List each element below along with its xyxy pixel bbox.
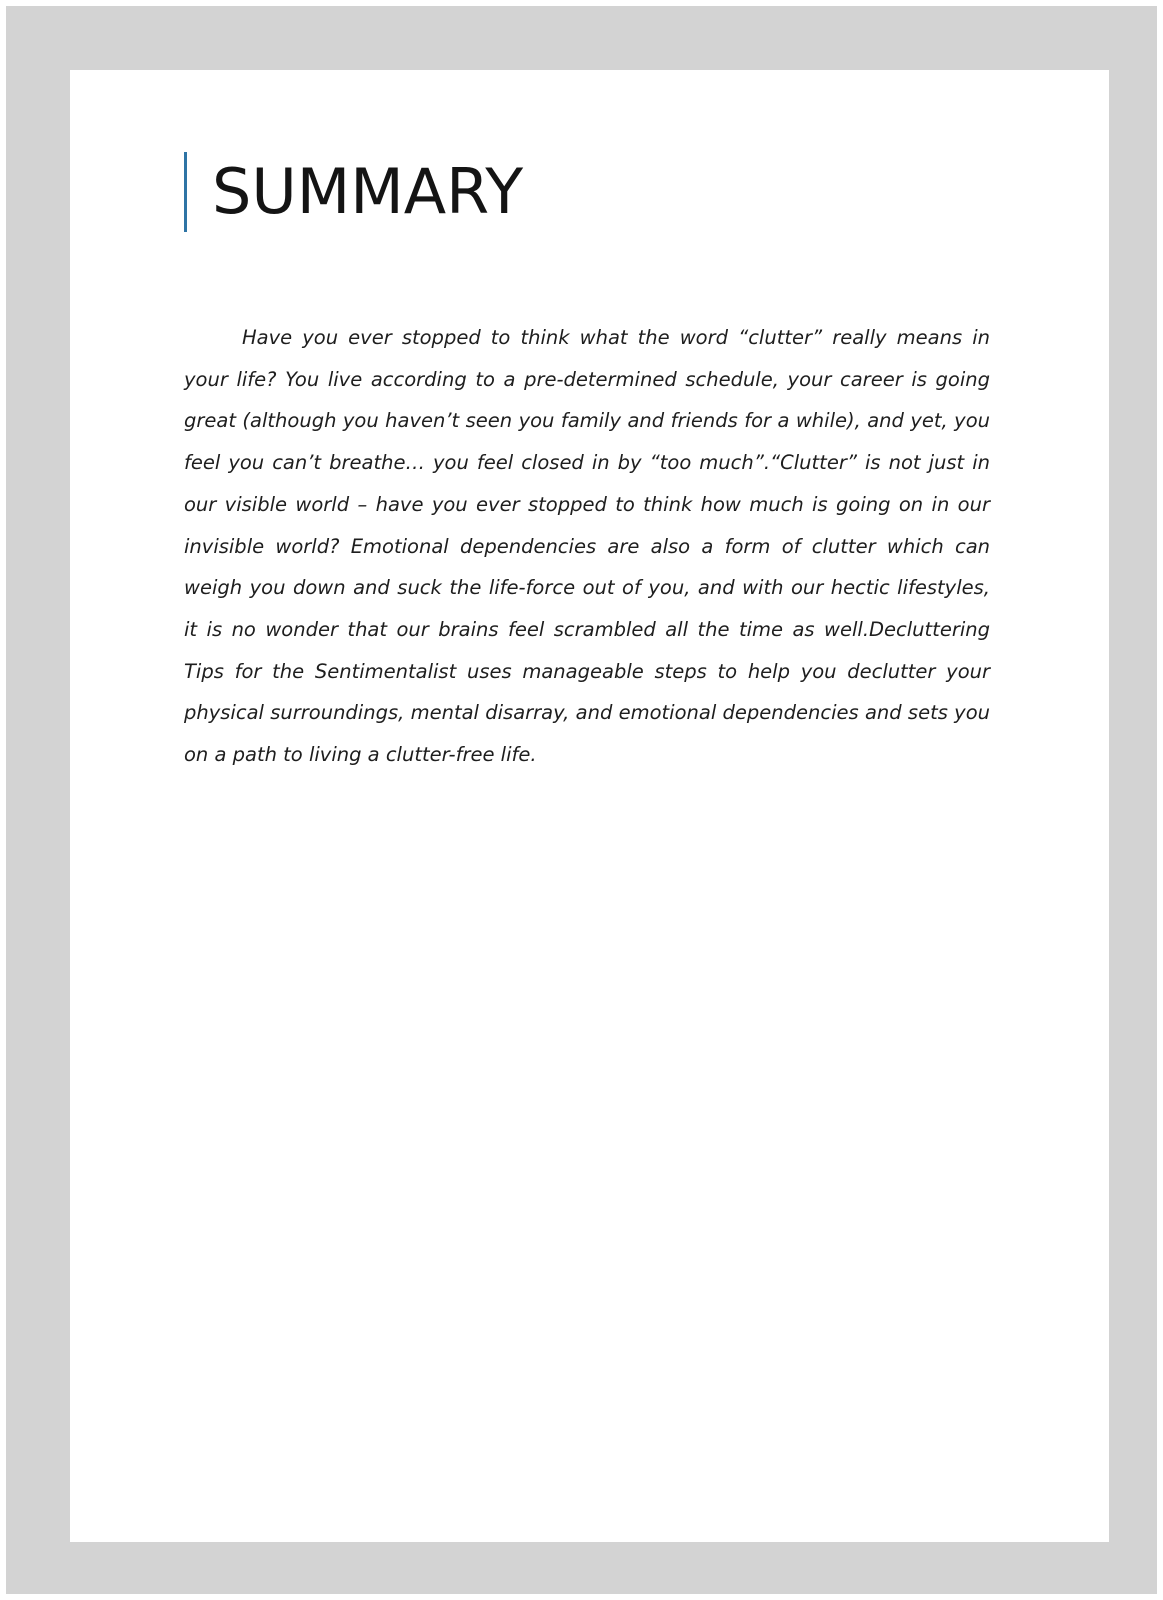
document-page bbox=[70, 70, 1109, 1542]
page-border bbox=[6, 6, 1157, 1594]
page-title: SUMMARY bbox=[212, 155, 524, 228]
summary-paragraph: Have you ever stopped to think what the word “clutter” really means in your life? You live according to a pre-determined schedule, your career is going great (although you haven’t seen you family and friends for a while), and yet, you feel you can’t breathe… you feel closed in by “too much”.“Clutter” is not just in our visible world – have you ever stopped to think how much is going on in our invisible world? Emotional dependencies are also a form of clutter which can weigh you down and suck the life-force out of you, and with our hectic lifestyles, it is no wonder that our brains feel scrambled all the time as well.Decluttering Tips for the Sentimentalist uses manageable steps to help you declutter your physical surroundings, mental disarray, and emotional dependencies and sets you on a path to living a clutter-free life. bbox=[184, 326, 990, 767]
heading-block bbox=[184, 152, 523, 232]
